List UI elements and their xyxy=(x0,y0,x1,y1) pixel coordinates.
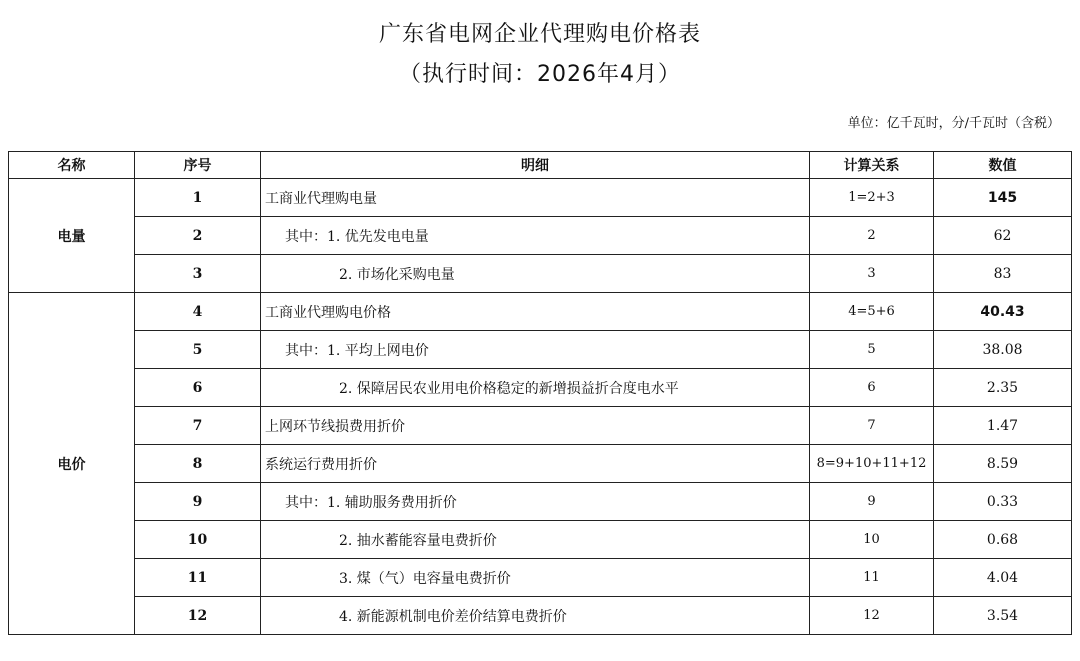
row-calc: 9 xyxy=(810,483,934,521)
group-energy-cell: 电量 xyxy=(9,179,135,293)
row-index: 6 xyxy=(135,369,261,407)
row-detail: 系统运行费用折价 xyxy=(261,445,810,483)
table-body xyxy=(9,179,1072,635)
row-index: 8 xyxy=(135,445,261,483)
table-row xyxy=(9,521,1072,559)
row-index: 1 xyxy=(135,179,261,217)
row-value: 0.68 xyxy=(934,521,1072,559)
row-index: 7 xyxy=(135,407,261,445)
row-index: 12 xyxy=(135,597,261,635)
row-detail: 其中：1. 平均上网电价 xyxy=(261,331,810,369)
row-value: 2.35 xyxy=(934,369,1072,407)
header-calc: 计算关系 xyxy=(810,152,934,179)
row-calc: 8=9+10+11+12 xyxy=(810,445,934,483)
row-detail: 工商业代理购电价格 xyxy=(261,293,810,331)
page-title: 广东省电网企业代理购电价格表 xyxy=(378,22,701,47)
row-calc: 4=5+6 xyxy=(810,293,934,331)
row-value: 83 xyxy=(934,255,1072,293)
row-value: 145 xyxy=(934,179,1072,217)
header-index: 序号 xyxy=(135,152,261,179)
row-index: 5 xyxy=(135,331,261,369)
row-value: 38.08 xyxy=(934,331,1072,369)
row-calc: 5 xyxy=(810,331,934,369)
row-detail: 其中：1. 辅助服务费用折价 xyxy=(261,483,810,521)
row-index: 9 xyxy=(135,483,261,521)
row-value: 62 xyxy=(934,217,1072,255)
row-calc: 11 xyxy=(810,559,934,597)
row-detail: 4. 新能源机制电价差价结算电费折价 xyxy=(261,597,810,635)
row-value: 3.54 xyxy=(934,597,1072,635)
table-row xyxy=(9,255,1072,293)
group-price-cell: 电价 xyxy=(9,293,135,635)
row-calc: 7 xyxy=(810,407,934,445)
table-row xyxy=(9,445,1072,483)
row-calc: 6 xyxy=(810,369,934,407)
row-index: 3 xyxy=(135,255,261,293)
price-table xyxy=(8,151,1072,635)
row-value: 1.47 xyxy=(934,407,1072,445)
row-calc: 12 xyxy=(810,597,934,635)
row-detail: 其中：1. 优先发电电量 xyxy=(261,217,810,255)
table-row xyxy=(9,597,1072,635)
table-row xyxy=(9,559,1072,597)
row-calc: 3 xyxy=(810,255,934,293)
table-row xyxy=(9,407,1072,445)
row-value: 40.43 xyxy=(934,293,1072,331)
table-row xyxy=(9,331,1072,369)
row-detail: 工商业代理购电量 xyxy=(261,179,810,217)
table-header-row xyxy=(9,152,1072,179)
row-index: 4 xyxy=(135,293,261,331)
row-calc: 10 xyxy=(810,521,934,559)
row-calc: 1=2+3 xyxy=(810,179,934,217)
table-row xyxy=(9,369,1072,407)
row-detail: 上网环节线损费用折价 xyxy=(261,407,810,445)
table-row xyxy=(9,293,1072,331)
row-detail: 2. 市场化采购电量 xyxy=(261,255,810,293)
header-detail: 明细 xyxy=(261,152,810,179)
row-calc: 2 xyxy=(810,217,934,255)
header-name: 名称 xyxy=(9,152,135,179)
table-row xyxy=(9,179,1072,217)
row-value: 4.04 xyxy=(934,559,1072,597)
page-subtitle: （执行时间：2026年4月） xyxy=(399,62,681,87)
row-detail: 2. 保障居民农业用电价格稳定的新增损益折合度电水平 xyxy=(261,369,810,407)
row-value: 8.59 xyxy=(934,445,1072,483)
row-index: 2 xyxy=(135,217,261,255)
row-detail: 3. 煤（气）电容量电费折价 xyxy=(261,559,810,597)
table-row xyxy=(9,483,1072,521)
row-detail: 2. 抽水蓄能容量电费折价 xyxy=(261,521,810,559)
header-value: 数值 xyxy=(934,152,1072,179)
row-index: 11 xyxy=(135,559,261,597)
row-index: 10 xyxy=(135,521,261,559)
unit-note: 单位：亿千瓦时，分/千瓦时（含税） xyxy=(847,116,1060,131)
table-row xyxy=(9,217,1072,255)
row-value: 0.33 xyxy=(934,483,1072,521)
